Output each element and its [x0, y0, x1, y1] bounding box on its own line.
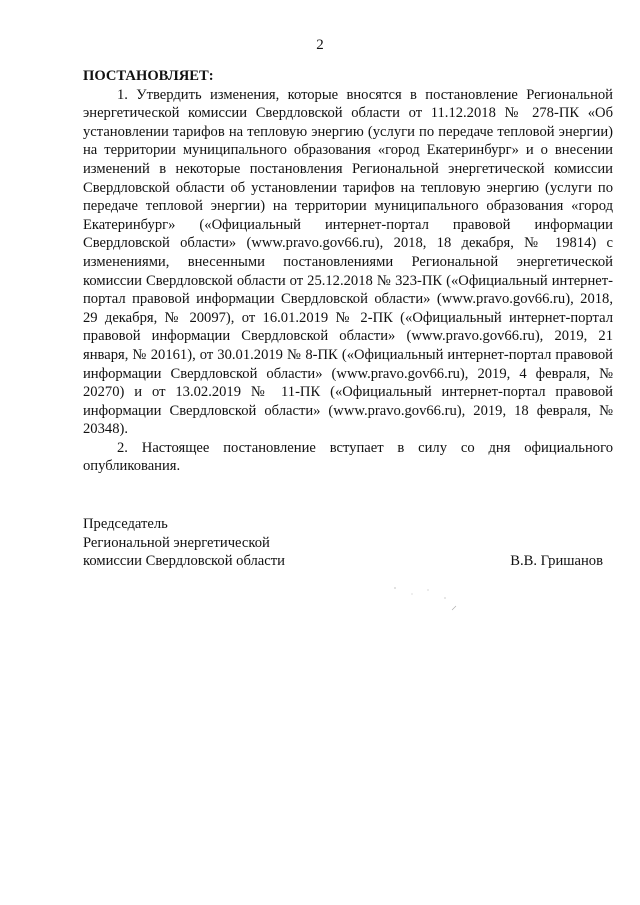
- signer-title-line: Региональной энергетической: [83, 534, 270, 551]
- signer-title-line: Председатель: [83, 516, 168, 532]
- decree-heading: ПОСТАНОВЛЯЕТ:: [83, 68, 214, 84]
- scan-specks: [390, 580, 470, 620]
- page-number: 2: [316, 37, 324, 53]
- signer-title-line: комиссии Свердловской области: [83, 553, 285, 570]
- signature-block: [83, 515, 613, 571]
- paragraph-1: 1. Утвердить изменения, которые вносятся в постановление Региональной энергетической комиссии Свердловской области от 11.12.2018 № 278-ПК «Об установлении тарифов на тепловую энергию (услуги по передаче тепловой энергии) на территории муниципального образования «город Екатеринбург» и о внесении изменений в некоторые постановления Региональной энергетической комиссии Свердловской области об установлении тарифов на тепловую энергию (услуги по передаче тепловой энергии) на территории муниципального образования «город Екатеринбург» («Официальный интернет-портал правовой информации Свердловской области» (www.pravo.gov66.ru), 2018, 18 декабря, № 19814) с изменениями, внесенными постановлениями Региональной энергетической комиссии Свердловской области от 25.12.2018 № 323-ПК («Официальный интернет-портал правовой информации Свердловской области» (www.pravo.gov66.ru), 2018, 29 декабря, № 20097), от 16.01.2019 № 2-ПК («Официальный интернет-портал правовой информации Свердловской области» (www.pravo.gov66.ru), 2019, 21 января, № 20161), от 30.01.2019 № 8-ПК («Официальный интернет-портал правовой информации Свердловской области» (www.pravo.gov66.ru), 2019, 4 февраля, № 20270) и от 13.02.2019 № 11-ПК («Официальный интернет-портал правовой информации Свердловской области» (www.pravo.gov66.ru), 2019, 18 февраля, № 20348).: [83, 86, 613, 438]
- document-body: [83, 67, 613, 476]
- paragraph-2: 2. Настоящее постановление вступает в силу со дня официального опубликования.: [83, 439, 613, 475]
- signer-name: В.В. Гришанов: [510, 553, 603, 570]
